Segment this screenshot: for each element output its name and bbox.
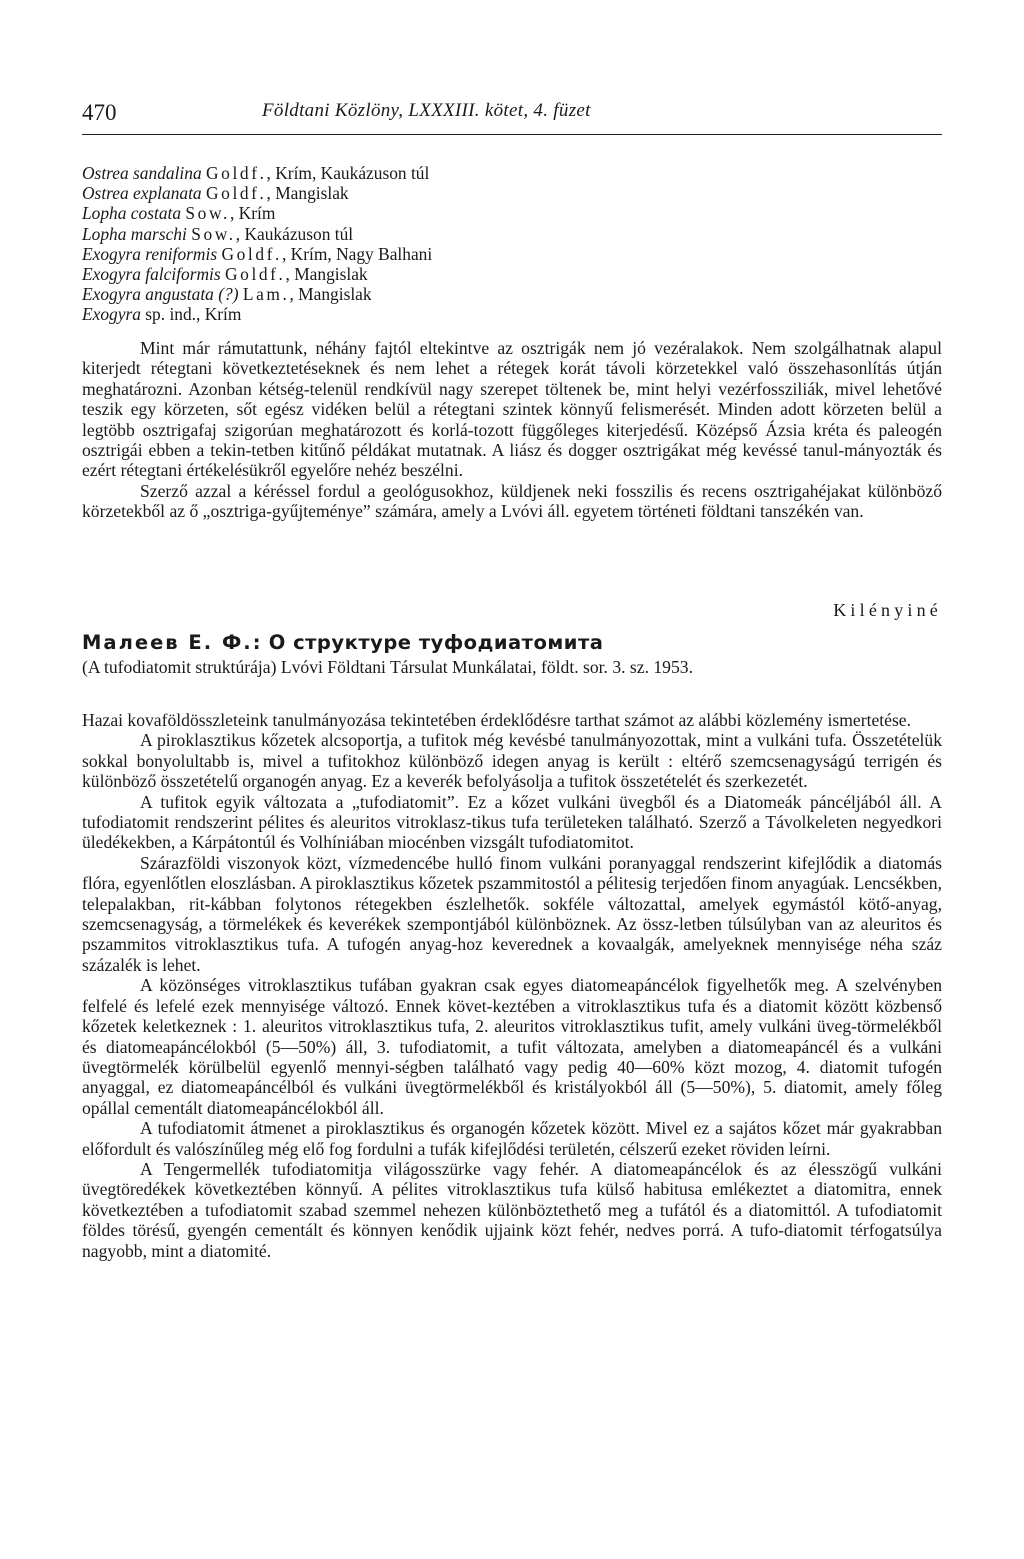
paragraph: A közönséges vitroklasztikus tufában gyakran csak egyes diatomeapáncélok figyelhetők meg. A szelvényben felfelé és lefelé ezek mennyisége változó. Ennek követ-keztében a vitroklasztikus tufa és a diatomit között közbenső kőzetek keletkeznek : 1. aleuritos vitroklasztikus tufa, 2. aleuritos vitroklasztikus tufit, amely vulkáni üveg-törmelékből és diatomeapáncélokból (5—50%) áll, 3. tufodiatomit, a tufit változata, amelyben a diatomeapáncél és a vulkáni üvegtörmelék körülbelül egyenlő mennyi-ségben található vagy pedig 40—60% közt mozog, 4. diatomit tufogén anyaggal, ez diatomeapáncélból és vulkáni üvegtörmelékből és kristályokból áll (5—50%), 5. diatomit, amely főleg opállal cementált diatomeapáncélokból áll. [82,975,942,1118]
species-locality: , Mangislak [285,264,368,285]
species-item [82,244,432,264]
species-author: Lam. [242,284,290,305]
species-name: Exogyra reniformis [82,243,218,264]
species-author: Goldf. [221,243,282,264]
species-locality: , Mangislak [289,284,372,305]
species-locality: , Krím [229,203,276,224]
species-list [82,163,432,325]
species-author: Goldf. [205,183,267,204]
paragraph: Szerző azzal a kéréssel fordul a geológusokhoz, küldjenek neki fosszilis és recens osztrigahéjakat különböző körzetekből az ő „osztriga-gyűjteménye” számára, amely a Lvóvi áll. egyetem történeti földtani tanszékén van. [82,480,942,522]
species-item [82,284,432,304]
species-author: Goldf. [224,264,286,285]
paragraph: A Tengermellék tufodiatomitja világosszürke vagy fehér. A diatomeapáncélok és az élesszögű vulkáni üvegtöredékek következtében könnyű. A pélites vitroklasztikus tufa külső habitusa emlékeztet a diatomitra, ennek következtében a tufodiatomit szabad szemmel nehezen különböztethető meg a tufától és a diatomittól. A tufodiatomit földes törésű, gyengén cementált és könnyen kenődik ujjaink közt fehér, nedves porrá. A tufo-diatomit térfogatsúlya nagyobb, mint a diatomité. [82,1158,942,1261]
species-locality: , Krím, Kaukázuson túl [266,163,430,183]
species-locality: sp. ind., Krím [145,304,242,325]
section-tufodiatomit [82,710,942,1261]
species-author: Sow. [185,203,230,224]
species-item [82,163,432,183]
paragraph: A tufitok egyik változata a „tufodiatomit”. Ez a kőzet vulkáni üvegből és a Diatomeák páncéljából áll. A tufodiatomit rendszerint pélites és aleuritos vitroklasz-tikus tufa területeken található. Szerző a Távolkeleten negyedkori üledékekben, a Kárpátontúl és Volhíniában miocénben vizsgált tufodiatomitot. [82,791,942,853]
running-head: Földtani Közlöny, LXXXIII. kötet, 4. füzet [262,100,591,121]
species-item [82,183,432,203]
page-header [82,100,942,135]
species-name: Exogyra falciformis [82,264,221,285]
paragraph: A piroklasztikus kőzetek alcsoportja, a tufitok még kevésbé tanulmányozottak, mint a vulkáni tufa. Összetételük sokkal bonyolultabb is, mivel a tufitokhoz különböző idegen anyag is került : eltérő szemcsenagyságú terrigén és különböző összetételű organogén anyag. Ez a keverék befolyásolja a tufitok összetételét és szerkezetét. [82,730,942,792]
species-locality: , Krím, Nagy Balhani [281,243,433,264]
page-number: 470 [82,100,117,125]
paragraph: Szárazföldi viszonyok közt, vízmedencébe hulló finom vulkáni poranyaggal rendszerint kifejlődik a diatomás flóra, egyenlőtlen eloszlásban. A piroklasztikus kőzetek pszammitostól a pélitesig terjedően finom anyagúak. Lencsékben, telepalakban, rit-kábban folytonos rétegekben észlelhetők. sokféle változattal, amelyek egymástól kötő-anyag, szemcsenagyság, a törmelékek és keverékek szempontjából különböznek. Az össz-letben túlsúlyban van az aleuritos és pszammitos vitroklasztikus tufa. A tufogén anyag-hoz keverednek a kovaalgák, amelyeknek mennyisége néha száz százalék is lehet. [82,852,942,975]
section-oysters [82,338,942,522]
species-item [82,203,432,223]
species-name: Lopha marschi [82,223,187,244]
species-name: Ostrea explanata [82,183,202,204]
species-locality: , Mangislak [266,183,349,204]
author-signature: Kilényiné [833,600,942,620]
reference-author: Малеев Е. Ф.: [82,631,263,654]
species-item [82,264,432,284]
species-item [82,224,432,244]
paragraph: Mint már rámutattunk, néhány fajtól eltekintve az osztrigák nem jó vezéralakok. Nem szolgálhatnak alapul kiterjedt rétegtani következtetéseknek és nem lehet a rétegek korát távoli körzetekkel való összehasonlítás útján meghatározni. Azonban kétség-telenül rendkívül nagy szerepet töltenek be, mint helyi vezérfossziliák, mivel lehetővé teszik egy körzeten, sőt egész vidéken belül a rétegtani szintek könnyű felismerését. Minden adott körzeten belül a legtöbb osztrigafaj szigorúan meghatározott és korlá-tozott függőleges kiterjedésű. Középső Ázsia kréta és paleogén osztrigái ebben a tekin-tetben kitűnő példákat mutatnak. A liász és dogger osztrigákat még kevéssé tanul-mányozták és ezért rétegtani értékelésükről egyelőre nehéz beszélni. [82,338,942,481]
species-locality: , Kaukázuson túl [235,223,354,244]
reference-source: (A tufodiatomit struktúrája) Lvóvi Földtani Társulat Munkálatai, földt. sor. 3. sz. 1953. [82,657,693,677]
species-item [82,304,432,324]
paragraph: Hazai kovaföldösszleteink tanulmányozása tekintetében érdeklődésre tarthat számot az alábbi közlemény ismertetése. [82,710,912,730]
species-name: Ostrea sandalina [82,163,202,183]
species-name: Lopha costata [82,203,182,224]
reference-title: О структуре туфодиатомита [268,631,604,654]
species-author: Goldf. [206,163,267,183]
reference-heading [82,631,603,654]
species-name: Exogyra angustata (?) [82,284,239,305]
paragraph: A tufodiatomit átmenet a piroklasztikus és organogén kőzetek között. Mivel ez a sajátos kőzet már gyakrabban előfordult és valószínűleg még elő fog fordulni a tufák kifejlődési területén, célszerű ezeket röviden leírni. [82,1118,942,1159]
species-name: Exogyra [82,304,141,325]
species-author: Sow. [191,223,236,244]
